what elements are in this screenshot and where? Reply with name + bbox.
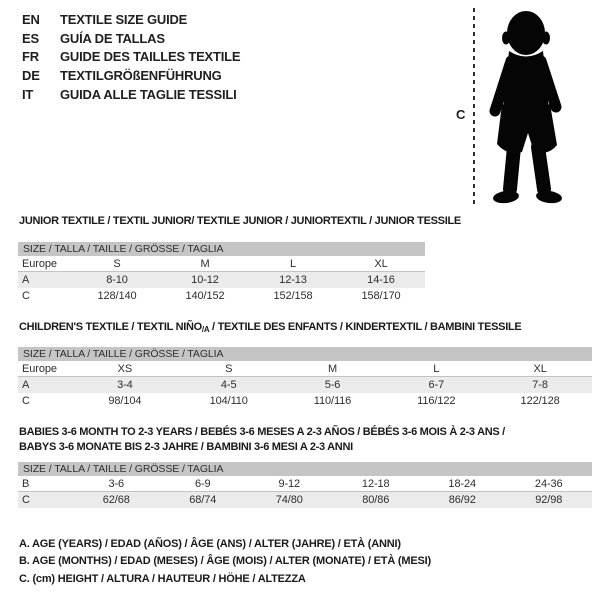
language-code: FR [22, 49, 39, 65]
language-row-it [22, 85, 240, 104]
guide-title-it: GUIDA ALLE TAGLIE TESSILI [60, 86, 237, 102]
height-cell: 80/86 [362, 494, 390, 506]
junior-size-bar: SIZE / TALLA / TAILLE / GRÖSSE / TAGLIA [18, 242, 425, 256]
age-cell: 12-18 [361, 478, 390, 490]
table-row [18, 377, 592, 393]
babies-size-bar: SIZE / TALLA / TAILLE / GRÖSSE / TAGLIA [18, 462, 592, 476]
age-cell: 7-8 [532, 379, 548, 391]
legend-line-b: B. AGE (MONTHS) / EDAD (MESES) / ÂGE (MOIS) / ALTER (MONATE) / ETÀ (MESI) [19, 555, 431, 568]
row-label: B [22, 478, 30, 490]
children-title-text: CHILDREN'S TEXTILE / TEXTIL NIÑO [19, 321, 202, 333]
age-cell: 6-7 [428, 379, 445, 391]
row-label: A [22, 274, 30, 286]
height-cell: 140/152 [185, 290, 225, 302]
age-cell: 12-13 [279, 274, 307, 286]
age-cell: 18-24 [448, 478, 477, 490]
table-row [18, 256, 425, 272]
junior-size-table [18, 242, 425, 304]
baby-silhouette-icon [481, 8, 575, 208]
height-cell: 116/122 [417, 395, 456, 407]
age-cell: 14-16 [367, 274, 395, 286]
guide-title-fr: GUIDE DES TAILLES TEXTILE [60, 49, 241, 65]
height-cell: 158/170 [361, 290, 401, 302]
height-cell: 86/92 [448, 494, 476, 506]
height-cell: 92/98 [535, 494, 563, 506]
size-cell: L [433, 363, 440, 375]
legend-line-c: C. (cm) HEIGHT / ALTURA / HAUTEUR / HÖHE / ALTEZZA [19, 572, 306, 585]
height-cell: 104/110 [209, 395, 248, 407]
row-label: A [22, 379, 30, 391]
height-measure-dashed-line [473, 8, 475, 208]
guide-title-en: TEXTILE SIZE GUIDE [60, 11, 188, 27]
age-cell: 4-5 [220, 379, 237, 391]
table-row [18, 288, 425, 304]
height-cell: 62/68 [102, 494, 130, 506]
children-size-table [18, 347, 592, 409]
age-cell: 9-12 [278, 478, 301, 490]
table-row [18, 361, 592, 377]
language-code: ES [22, 30, 39, 46]
age-cell: 3-6 [108, 478, 125, 490]
babies-section-title [19, 425, 584, 455]
children-title-text: / TEXTILE DES ENFANTS / KINDERTEXTIL / BAMBINI TESSILE [209, 321, 522, 333]
children-size-bar: SIZE / TALLA / TAILLE / GRÖSSE / TAGLIA [18, 347, 592, 361]
age-cell: 3-4 [117, 379, 133, 391]
row-label: C [22, 395, 30, 407]
height-cell: 110/116 [313, 395, 352, 407]
junior-section-title: JUNIOR TEXTILE / TEXTIL JUNIOR/ TEXTILE JUNIOR / JUNIORTEXTIL / JUNIOR TESSILE [19, 215, 461, 227]
age-cell: 10-12 [191, 274, 219, 286]
legend-line-a: A. AGE (YEARS) / EDAD (AÑOS) / ÂGE (ANS) / ALTER (JAHRE) / ETÀ (ANNI) [19, 538, 401, 550]
size-cell: XL [533, 363, 547, 375]
babies-size-table [18, 462, 592, 508]
children-section-title [19, 321, 521, 334]
size-cell: S [225, 363, 233, 375]
language-code: IT [22, 86, 34, 102]
guide-title-de: TEXTILGRÖßENFÜHRUNG [60, 67, 222, 83]
guide-title-es: GUÍA DE TALLAS [60, 30, 165, 46]
table-row [18, 393, 592, 409]
height-cell: 74/80 [275, 494, 303, 506]
size-cell: M [200, 258, 210, 270]
children-title-subscript: /A [201, 325, 210, 334]
age-cell: 5-6 [324, 379, 341, 391]
table-row [18, 476, 592, 492]
age-cell: 6-9 [194, 478, 211, 490]
height-cell: 122/128 [520, 395, 560, 407]
size-cell: XL [374, 258, 388, 270]
language-code: EN [22, 11, 40, 27]
height-cell: 128/140 [97, 290, 137, 302]
baby-figure-area [452, 8, 592, 210]
row-label: C [22, 290, 30, 302]
language-row-fr [22, 47, 240, 66]
height-c-label: C [456, 107, 466, 122]
legend-notes [19, 536, 431, 588]
language-row-de [22, 66, 240, 85]
language-row-es [22, 29, 240, 48]
height-cell: 152/158 [273, 290, 313, 302]
size-cell: M [327, 363, 338, 375]
babies-title-line2: BABYS 3-6 MONATE BIS 2-3 JAHRE / BAMBINI 3-6 MESI A 2-3 ANNI [19, 441, 353, 453]
age-cell: 8-10 [106, 274, 128, 286]
table-row [18, 272, 425, 288]
row-label: C [22, 494, 30, 506]
babies-title-line1: BABIES 3-6 MONTH TO 2-3 YEARS / BEBÉS 3-6 MESES A 2-3 AÑOS / BÉBÉS 3-6 MOIS À 2-3 ANS / [19, 426, 505, 438]
height-cell: 98/104 [108, 395, 142, 407]
language-code: DE [22, 67, 40, 83]
row-label: Europe [22, 363, 57, 375]
language-title-list [22, 10, 240, 103]
size-cell: S [113, 258, 121, 270]
table-row [18, 492, 592, 508]
row-label: Europe [22, 258, 57, 270]
language-row-en [22, 10, 240, 29]
age-cell: 24-36 [534, 478, 563, 490]
size-cell: L [289, 258, 297, 270]
size-cell: XS [117, 363, 133, 375]
height-cell: 68/74 [189, 494, 217, 506]
